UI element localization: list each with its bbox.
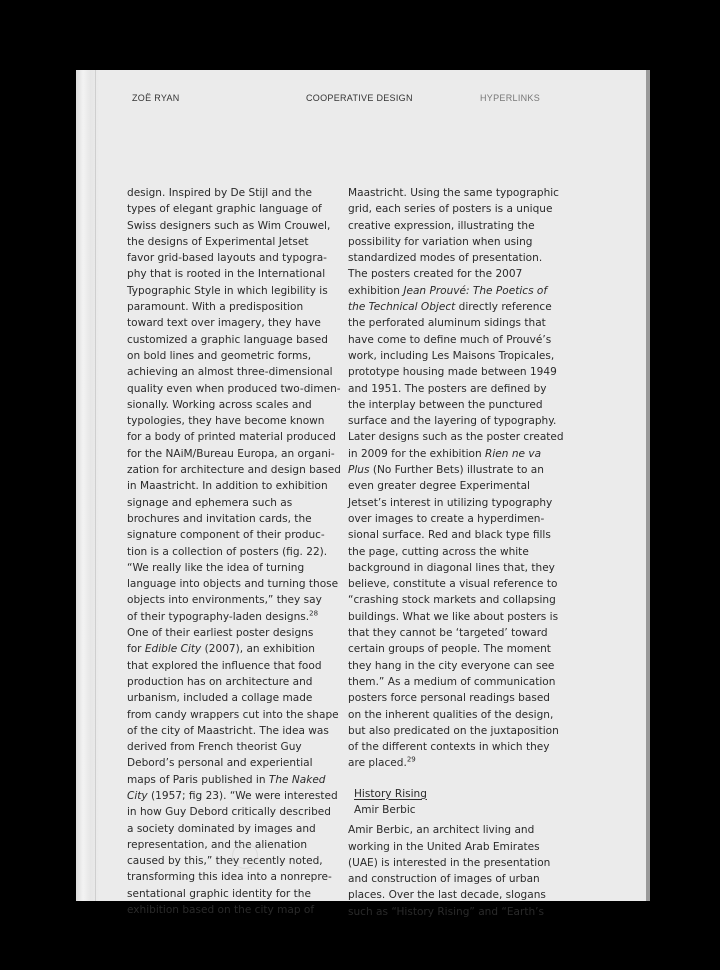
text-line: have come to define much of Prouvé’s	[348, 333, 552, 346]
text-line: achieving an almost three-dimensional	[127, 366, 333, 379]
text-line: urbanism, included a collage made	[127, 692, 313, 705]
text-line: that explored the influence that food	[127, 659, 322, 672]
text-line: and construction of images of urban	[348, 873, 540, 886]
text-fragment: maps of Paris published in	[127, 773, 266, 786]
section-title: History Rising	[354, 787, 427, 800]
text-fragment: in 2009 for the exhibition	[348, 447, 482, 460]
text-line: transforming this idea into a nonrepre-	[127, 871, 332, 884]
text-line: grid, each series of posters is a unique	[348, 203, 553, 216]
text-line: of the different contexts in which they	[348, 741, 550, 754]
text-line: posters force personal readings based	[348, 692, 551, 705]
text-line: them.” As a medium of communication	[348, 675, 556, 688]
text-line: surface and the layering of typography.	[348, 415, 557, 428]
section-gap	[348, 772, 562, 786]
italic-title: Edible City	[144, 643, 202, 656]
text-line: they hang in the city everyone can see	[348, 659, 555, 672]
text-line: even greater degree Experimental	[348, 480, 530, 493]
text-line: “crashing stock markets and collapsing	[348, 594, 556, 607]
text-line: standardized modes of presentation.	[348, 252, 543, 265]
text-line: the interplay between the punctured	[348, 398, 543, 411]
text-line: sionally. Working across scales and	[127, 398, 312, 411]
text-fragment: directly reference	[458, 301, 552, 314]
text-line	[127, 772, 341, 788]
text-fragment: (No Further Bets) illustrate to an	[372, 464, 544, 477]
text-fragment: are placed.	[348, 757, 407, 770]
text-line: that they cannot be ‘targeted’ toward	[348, 627, 548, 640]
italic-title: The Naked	[268, 773, 326, 786]
text-line: on the inherent qualities of the design,	[348, 708, 554, 721]
text-line: Swiss designers such as Wim Crouwel,	[127, 219, 331, 232]
text-fragment: (2007), an exhibition	[204, 643, 315, 656]
text-line: objects into environments,” they say	[127, 594, 322, 607]
text-line	[348, 283, 562, 299]
text-line: One of their earliest poster designs	[127, 627, 314, 640]
text-line: creative expression, illustrating the	[348, 219, 535, 232]
text-line: buildings. What we like about posters is	[348, 610, 559, 623]
page-spine-edge	[76, 70, 100, 901]
text-line: in Maastricht. In addition to exhibition	[127, 480, 328, 493]
text-line: Maastricht. Using the same typographic	[348, 187, 559, 199]
text-line: the perforated aluminum sidings that	[348, 317, 546, 330]
running-header-author: ZOË RYAN	[132, 93, 180, 103]
text-line: on bold lines and geometric forms,	[127, 349, 312, 362]
text-line: typologies, they have become known	[127, 415, 325, 428]
italic-title: Jean Prouvé: The Poetics of	[403, 284, 548, 297]
text-line: sentational graphic identity for the	[127, 887, 311, 900]
text-line: places. Over the last decade, slogans	[348, 889, 546, 902]
text-line: types of elegant graphic language of	[127, 203, 322, 216]
text-line: sional surface. Red and black type fills	[348, 529, 551, 542]
text-line	[348, 299, 562, 315]
text-line: signage and ephemera such as	[127, 496, 293, 509]
text-line	[127, 788, 341, 804]
italic-title: Rien ne va	[485, 447, 542, 460]
text-line: caused by this,” they recently noted,	[127, 855, 323, 868]
text-line: representation, and the alienation	[127, 838, 308, 851]
text-line: customized a graphic language based	[127, 333, 328, 346]
text-line: a society dominated by images and	[127, 822, 316, 835]
text-line: toward text over imagery, they have	[127, 317, 321, 330]
text-line: the designs of Experimental Jetset	[127, 235, 309, 248]
text-line	[348, 755, 562, 771]
book-page	[76, 70, 650, 918]
page-right-edge	[646, 70, 650, 901]
italic-title: City	[127, 789, 148, 802]
text-line: but also predicated on the juxtaposition	[348, 724, 559, 737]
text-line: of the city of Maastricht. The idea was	[127, 724, 329, 737]
text-line: Typographic Style in which legibility is	[127, 284, 328, 297]
text-line: work, including Les Maisons Tropicales,	[348, 349, 555, 362]
text-line: The posters created for the 2007	[348, 268, 523, 281]
text-line: quality even when produced two-dimen-	[127, 382, 341, 395]
text-line: Jetset’s interest in utilizing typography	[348, 496, 553, 509]
text-fragment: (1957; fig 23). “We were interested	[151, 789, 338, 802]
running-header-section: COOPERATIVE DESIGN	[306, 93, 413, 103]
text-line: such as “History Rising” and “Earth’s	[348, 905, 545, 918]
text-line: brochures and invitation cards, the	[127, 512, 312, 525]
section-author: Amir Berbic	[354, 803, 416, 816]
text-line: background in diagonal lines that, they	[348, 561, 555, 574]
footnote-marker: 28	[309, 609, 319, 618]
text-line: language into objects and turning those	[127, 578, 339, 591]
text-line: phy that is rooted in the International	[127, 268, 326, 281]
text-line: tion is a collection of posters (fig. 22).	[127, 545, 328, 558]
text-line: and 1951. The posters are defined by	[348, 382, 547, 395]
text-column-left	[127, 185, 341, 918]
text-line	[348, 446, 562, 462]
text-line: paramount. With a predisposition	[127, 301, 304, 314]
footnote-marker: 29	[406, 755, 416, 764]
paper-crease-mark	[232, 843, 258, 869]
text-line: exhibition based on the city map of	[127, 904, 315, 917]
text-line: Later designs such as the poster created	[348, 431, 564, 444]
text-line: Debord’s personal and experiential	[127, 757, 313, 770]
text-column-right	[348, 185, 562, 920]
text-fragment: for	[127, 643, 142, 656]
text-line: “We really like the idea of turning	[127, 561, 305, 574]
text-line	[348, 462, 562, 478]
text-line: prototype housing made between 1949	[348, 366, 557, 379]
text-line: over images to create a hyperdimen-	[348, 512, 545, 525]
text-line: design. Inspired by De Stijl and the	[127, 187, 312, 199]
text-line: the page, cutting across the white	[348, 545, 529, 558]
text-line: (UAE) is interested in the presentation	[348, 856, 551, 869]
text-fragment: of their typography-laden designs.	[127, 610, 310, 623]
text-line	[127, 641, 341, 657]
running-header-chapter: HYPERLINKS	[480, 93, 541, 103]
text-line: certain groups of people. The moment	[348, 643, 551, 656]
text-line: derived from French theorist Guy	[127, 741, 302, 754]
italic-title: Plus	[348, 464, 370, 477]
text-line: possibility for variation when using	[348, 235, 533, 248]
text-line: from candy wrappers cut into the shape	[127, 708, 339, 721]
text-line: working in the United Arab Emirates	[348, 840, 540, 853]
text-line: zation for architecture and design based	[127, 464, 341, 477]
text-line: believe, constitute a visual reference to	[348, 578, 558, 591]
text-fragment: exhibition	[348, 284, 400, 297]
italic-title: the Technical Object	[348, 301, 456, 314]
text-line	[127, 609, 341, 625]
text-line: Amir Berbic, an architect living and	[348, 824, 535, 837]
text-line: for the NAiM/Bureau Europa, an organi-	[127, 447, 335, 460]
text-line: production has on architecture and	[127, 675, 313, 688]
text-line: for a body of printed material produced	[127, 431, 336, 444]
text-line: favor grid-based layouts and typogra-	[127, 252, 327, 265]
text-line: in how Guy Debord critically described	[127, 806, 331, 819]
text-line: signature component of their produc-	[127, 529, 325, 542]
